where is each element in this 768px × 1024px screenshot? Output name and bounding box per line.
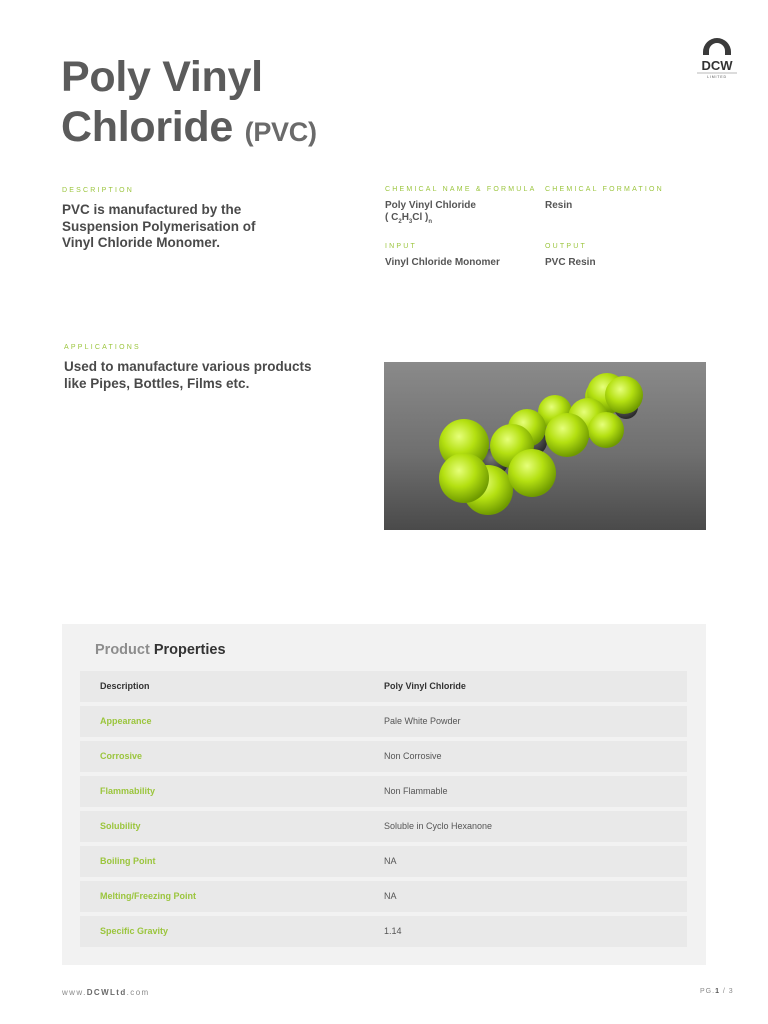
company-logo	[694, 22, 740, 80]
table-header-row	[80, 671, 687, 702]
chemical-formation-label: CHEMICAL FORMATION	[545, 186, 664, 193]
row-key: Appearance	[100, 716, 152, 726]
row-value: Pale White Powder	[384, 716, 461, 726]
title-main: Chloride	[61, 103, 233, 151]
header-key: Description	[100, 681, 150, 691]
properties-title: Product Properties	[95, 642, 226, 658]
applications-label: APPLICATIONS	[64, 344, 141, 351]
row-value: NA	[384, 891, 397, 901]
table-row	[80, 811, 687, 842]
table-row	[80, 916, 687, 947]
title-line-1: Poly Vinyl	[61, 53, 263, 101]
row-key: Melting/Freezing Point	[100, 891, 196, 901]
row-value: NA	[384, 856, 397, 866]
table-row	[80, 776, 687, 807]
title-suffix: (PVC)	[244, 117, 317, 147]
output-value: PVC Resin	[545, 257, 596, 268]
table-row	[80, 741, 687, 772]
logo-text: DCW	[701, 58, 733, 73]
description-label: DESCRIPTION	[62, 187, 135, 194]
description-text: PVC is manufactured by the Suspension Polymerisation of Vinyl Chloride Monomer.	[62, 202, 256, 250]
pvc-molecule-image	[384, 362, 706, 530]
row-key: Solubility	[100, 821, 141, 831]
input-value: Vinyl Chloride Monomer	[385, 257, 500, 268]
output-label: OUTPUT	[545, 243, 587, 250]
applications-text: Used to manufacture various products like Pipes, Bottles, Films etc.	[64, 359, 312, 391]
row-key: Boiling Point	[100, 856, 156, 866]
footer-url[interactable]: www.DCWLtd.com	[62, 988, 150, 997]
table-row	[80, 846, 687, 877]
table-row	[80, 706, 687, 737]
header-value: Poly Vinyl Chloride	[384, 681, 466, 691]
chemical-name-value: Poly Vinyl Chloride	[385, 200, 476, 211]
product-properties-panel	[62, 624, 706, 965]
chemical-formula: ( $C_2H_3Cl$ )$_n$	[385, 212, 433, 225]
row-key: Specific Gravity	[100, 926, 169, 936]
chemical-name-label: CHEMICAL NAME & FORMULA	[385, 186, 537, 193]
row-value: Soluble in Cyclo Hexanone	[384, 821, 493, 831]
row-value: 1.14	[384, 926, 402, 936]
row-value: Non Corrosive	[384, 751, 442, 761]
row-key: Flammability	[100, 786, 156, 796]
chemical-formation-value: Resin	[545, 200, 573, 211]
row-value: Non Flammable	[384, 786, 448, 796]
page-number: PG.1 / 3	[700, 988, 734, 995]
logo-subtext: LIMITED	[707, 75, 727, 79]
title-line-2	[61, 102, 481, 157]
input-label: INPUT	[385, 243, 417, 250]
row-key: Corrosive	[100, 751, 143, 761]
page-title	[61, 52, 481, 157]
table-row	[80, 881, 687, 912]
